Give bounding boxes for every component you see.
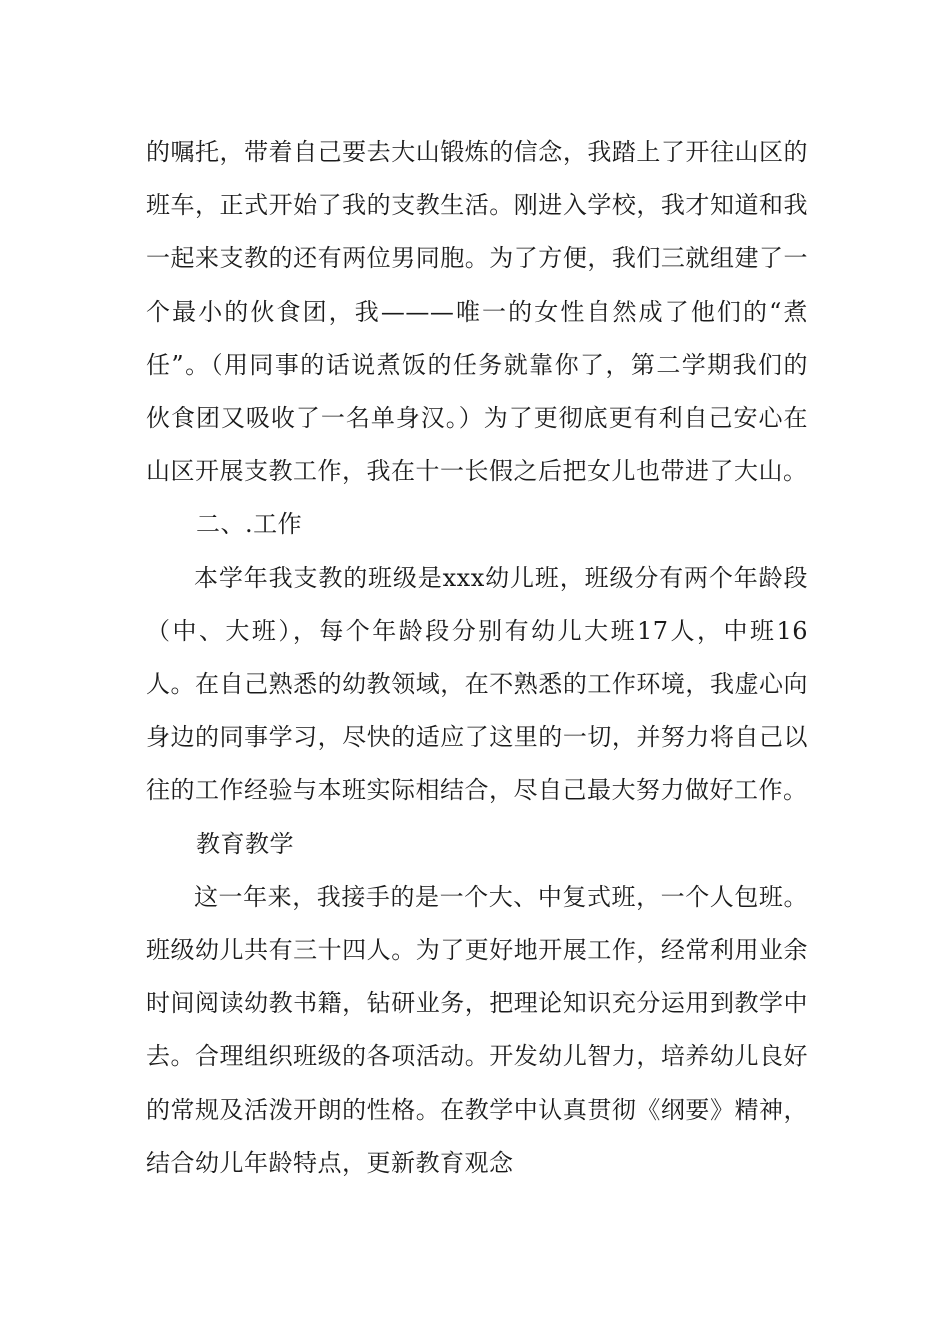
document-body xyxy=(146,126,808,1190)
paragraph-class-info: 本学年我支教的班级是xxx幼儿班，班级分有两个年龄段（中、大班），每个年龄段分别有幼儿大班17人，中班16人。在自己熟悉的幼教领域，在不熟悉的工作环境，我虚心向身边的同事学习，尽快的适应了这里的一切，并努力将自己以往的工作经验与本班实际相结合，尽自己最大努力做好工作。 xyxy=(146,563,808,805)
paragraph-teaching: 这一年来，我接手的是一个大、中复式班，一个人包班。班级幼儿共有三十四人。为了更好地开展工作，经常利用业余时间阅读幼教书籍，钻研业务，把理论知识充分运用到教学中去。合理组织班级的各项活动。开发幼儿智力，培养幼儿良好的常规及活泼开朗的性格。在教学中认真贯彻《纲要》精神，结合幼儿年龄特点，更新教育观念 xyxy=(146,882,808,1177)
section-heading-work: 二、.工作 xyxy=(196,510,303,539)
paragraph-continuation: 的嘱托，带着自己要去大山锻炼的信念，我踏上了开往山区的班车，正式开始了我的支教生活。刚进入学校，我才知道和我一起来支教的还有两位男同胞。为了方便，我们三就组建了一个最小的伙食团，我———唯一的女性自然成了他们的“煮任”。（用同事的话说煮饭的任务就靠你了，第二学期我们的伙食团又吸收了一名单身汉。）为了更彻底更有利自己安心在山区开展支教工作，我在十一长假之后把女儿也带进了大山。 xyxy=(146,138,808,486)
section-heading-teaching: 教育教学 xyxy=(196,829,294,858)
